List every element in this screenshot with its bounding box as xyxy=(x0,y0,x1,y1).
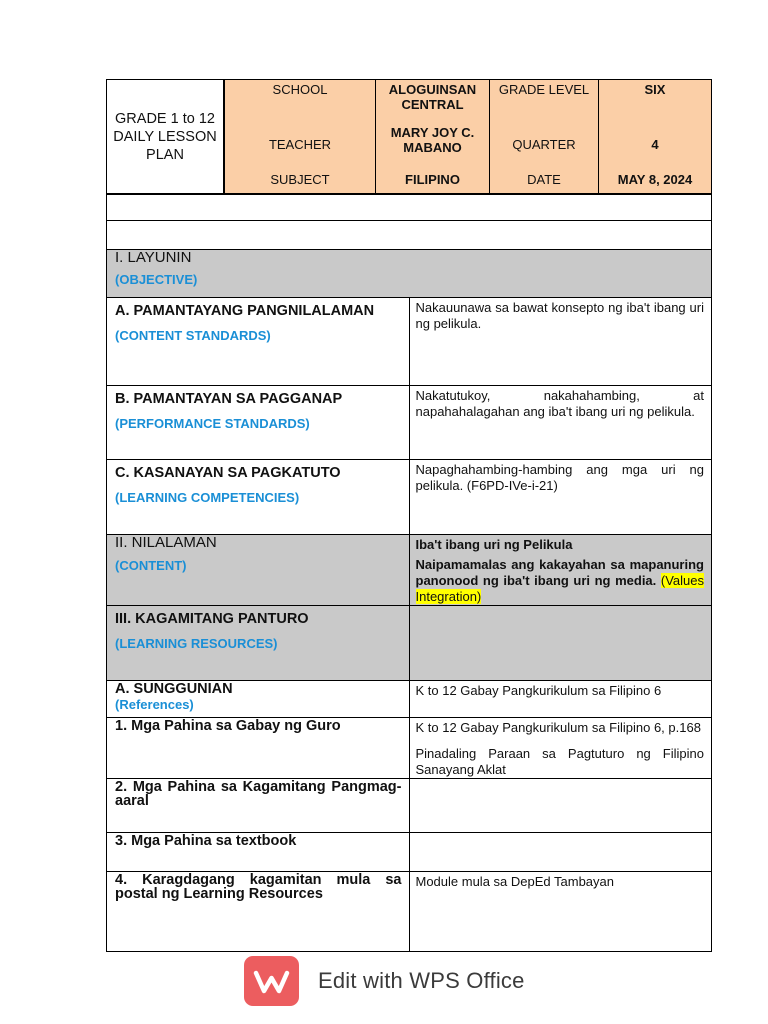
values-integration-body: Naipamamalas ang kakayahan sa mapanuring panonood ng iba't ibang uri ng media. xyxy=(415,557,704,588)
content-standards-label: A. PAMANTAYANG PANGNILALAMAN xyxy=(115,303,375,319)
sanggunian-sub: (References) xyxy=(115,697,194,712)
textbook-label: 3. Mga Pahina sa textbook xyxy=(115,833,297,849)
quarter-label: QUARTER xyxy=(489,123,598,166)
kagamitang-mag-aaral-row xyxy=(107,779,712,833)
grade-level-value: SIX xyxy=(598,80,711,123)
wps-edit-text[interactable]: Edit with WPS Office xyxy=(318,968,525,993)
grade-level-label: GRADE LEVEL xyxy=(489,80,598,123)
content-standards-sub: (CONTENT STANDARDS) xyxy=(115,328,271,343)
sanggunian-label: A. SUNGGUNIAN xyxy=(115,681,233,697)
content-standards-value: Nakauunawa sa bawat konsepto ng iba't ibang uri ng pelikula. xyxy=(415,300,704,331)
performance-standards-row xyxy=(107,386,712,460)
kagamitang-mag-aaral-label: 2. Mga Pahina sa Kagamitang Pangmag-aaral xyxy=(115,779,402,809)
blank-row xyxy=(106,194,712,221)
wps-logo-icon xyxy=(244,956,299,1006)
karagdagang-row xyxy=(107,872,712,952)
nilalaman-sub: (CONTENT) xyxy=(115,558,187,573)
quarter-value: 4 xyxy=(598,123,711,166)
values-integration-text xyxy=(416,555,705,605)
content-standards-row xyxy=(107,298,712,386)
sanggunian-value: K to 12 Gabay Pangkurikulum sa Filipino 6 xyxy=(415,683,662,698)
textbook-row xyxy=(107,833,712,872)
learning-competencies-value: Napaghahambing-hambing ang mga uri ng pelikula. (F6PD-IVe-i-21) xyxy=(415,462,704,493)
karagdagang-value: Module mula sa DepEd Tambayan xyxy=(415,874,614,889)
learning-competencies-label: C. KASANAYAN SA PAGKATUTO xyxy=(115,465,341,481)
lesson-plan-table xyxy=(106,249,712,952)
kagamitan-sub: (LEARNING RESOURCES) xyxy=(115,636,278,651)
kagamitan-row xyxy=(107,606,712,681)
header-info-grid xyxy=(225,80,711,193)
date-label: DATE xyxy=(489,166,598,193)
gabay-guro-label: 1. Mga Pahina sa Gabay ng Guro xyxy=(115,718,341,734)
kagamitan-title: III. KAGAMITANG PANTURO xyxy=(115,611,309,627)
performance-standards-sub: (PERFORMANCE STANDARDS) xyxy=(115,416,310,431)
blank-row xyxy=(106,220,712,250)
wps-edit-badge[interactable] xyxy=(244,956,544,1006)
learning-competencies-sub: (LEARNING COMPETENCIES) xyxy=(115,490,300,505)
subject-label: SUBJECT xyxy=(270,172,330,187)
values-integration-tag: (Values Integration) xyxy=(415,573,704,604)
learning-competencies-row xyxy=(107,460,712,535)
lesson-plan-header xyxy=(106,79,712,194)
date-value: MAY 8, 2024 xyxy=(598,166,711,193)
gabay-guro-row xyxy=(107,718,712,779)
gabay-guro-value-1: K to 12 Gabay Pangkurikulum sa Filipino 6, p.168 xyxy=(415,720,701,735)
nilalaman-topic: Iba't ibang uri ng Pelikula xyxy=(415,537,573,552)
layunin-row xyxy=(107,250,712,298)
layunin-subtitle: (OBJECTIVE) xyxy=(115,272,198,287)
school-value: ALOGUINSAN CENTRAL xyxy=(375,80,489,123)
school-label: SCHOOL xyxy=(272,82,328,97)
layunin-title: I. LAYUNIN xyxy=(115,249,192,266)
nilalaman-title: II. NILALAMAN xyxy=(115,534,217,551)
nilalaman-row xyxy=(107,535,712,606)
kagamitang-mag-aaral-value xyxy=(416,779,705,781)
teacher-label: TEACHER xyxy=(268,137,332,152)
subject-value: FILIPINO xyxy=(375,166,489,193)
sanggunian-row xyxy=(107,681,712,718)
textbook-value xyxy=(416,833,705,835)
karagdagang-label: 4. Karagdagang kagamitan mula sa postal ng Learning Resources xyxy=(115,872,402,902)
teacher-value: MARY JOY C. MABANO xyxy=(375,123,489,166)
performance-standards-label: B. PAMANTAYAN SA PAGGANAP xyxy=(115,391,343,407)
gabay-guro-value-2: Pinadaling Paraan sa Pagtuturo ng Filipino Sanayang Aklat xyxy=(415,746,704,777)
header-title: GRADE 1 to 12 DAILY LESSON PLAN xyxy=(107,80,225,193)
performance-standards-value: Nakatutukoy, nakahahambing, at napahahalagahan ang iba't ibang uri ng pelikula. xyxy=(415,388,704,419)
